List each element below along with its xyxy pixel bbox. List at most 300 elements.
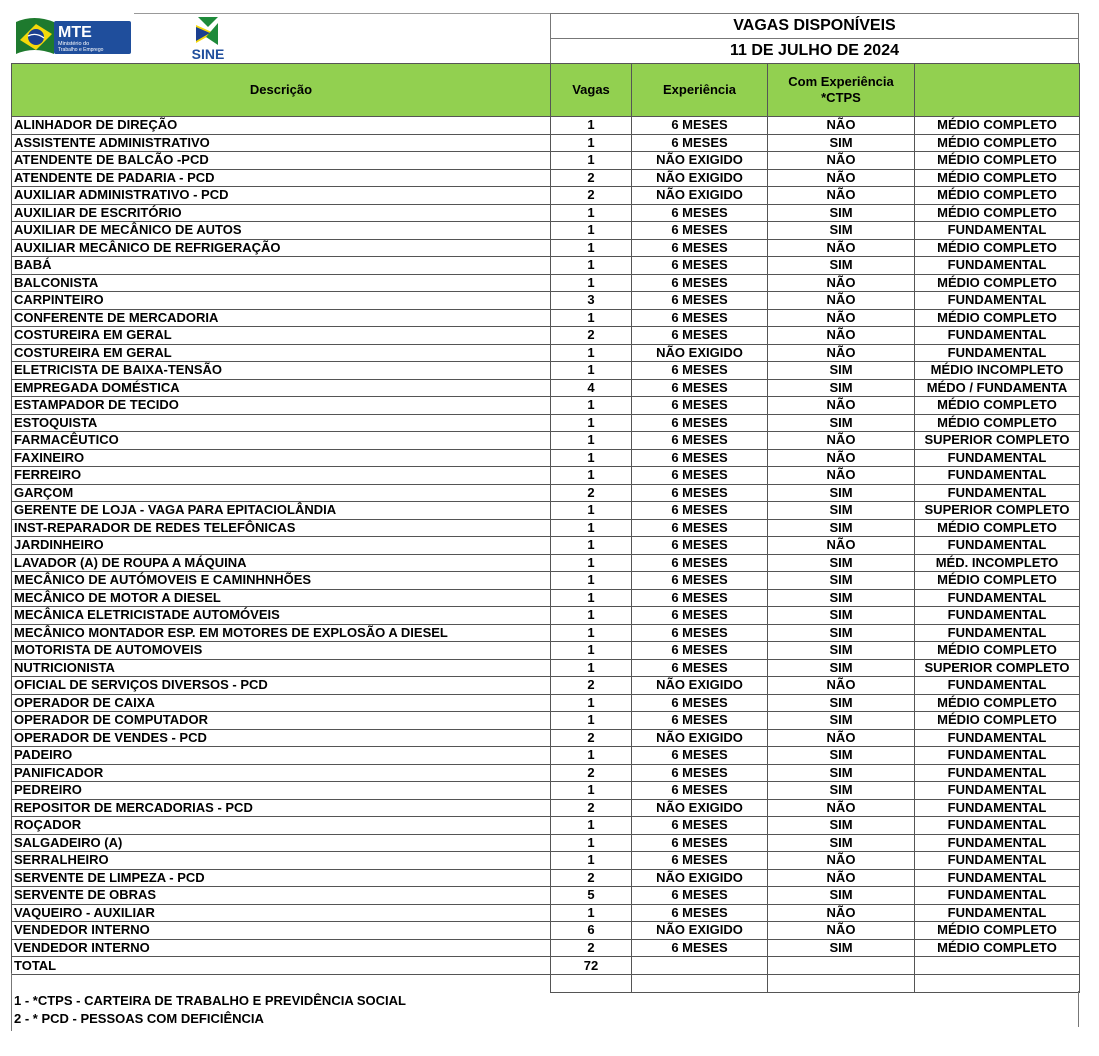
table-row xyxy=(12,467,1080,485)
cell-experiencia: NÃO EXIGIDO xyxy=(632,169,768,187)
table-row xyxy=(12,344,1080,362)
table-row xyxy=(12,134,1080,152)
cell-vagas: 1 xyxy=(551,467,632,485)
cell-descricao: ELETRICISTA DE BAIXA-TENSÃO xyxy=(12,362,551,380)
cell-descricao: JARDINHEIRO xyxy=(12,537,551,555)
cell-vagas: 1 xyxy=(551,414,632,432)
cell-escolaridade: FUNDAMENTAL xyxy=(915,887,1080,905)
cell-escolaridade: MÉDIO COMPLETO xyxy=(915,414,1080,432)
cell-vagas: 2 xyxy=(551,484,632,502)
cell-ctps: SIM xyxy=(768,764,915,782)
left-border-line xyxy=(11,973,12,1031)
table-row xyxy=(12,922,1080,940)
cell-vagas: 1 xyxy=(551,309,632,327)
cell-descricao: AUXILIAR ADMINISTRATIVO - PCD xyxy=(12,187,551,205)
cell-escolaridade: FUNDAMENTAL xyxy=(915,589,1080,607)
cell-escolaridade: MÉDIO COMPLETO xyxy=(915,397,1080,415)
cell-escolaridade: FUNDAMENTAL xyxy=(915,257,1080,275)
cell-descricao: BABÁ xyxy=(12,257,551,275)
cell-vagas: 6 xyxy=(551,922,632,940)
cell-escolaridade: FUNDAMENTAL xyxy=(915,537,1080,555)
cell-ctps: NÃO xyxy=(768,449,915,467)
cell-escolaridade: FUNDAMENTAL xyxy=(915,747,1080,765)
table-row xyxy=(12,309,1080,327)
blank-cell xyxy=(915,975,1080,993)
cell-experiencia: 6 MESES xyxy=(632,572,768,590)
cell-experiencia: 6 MESES xyxy=(632,379,768,397)
cell-vagas: 1 xyxy=(551,659,632,677)
cell-ctps: SIM xyxy=(768,817,915,835)
cell-descricao: SALGADEIRO (A) xyxy=(12,834,551,852)
cell-descricao: AUXILIAR DE ESCRITÓRIO xyxy=(12,204,551,222)
cell-ctps: SIM xyxy=(768,134,915,152)
cell-vagas: 1 xyxy=(551,817,632,835)
cell-experiencia: 6 MESES xyxy=(632,502,768,520)
cell-experiencia: 6 MESES xyxy=(632,449,768,467)
cell-escolaridade: MÉDIO COMPLETO xyxy=(915,169,1080,187)
cell-ctps: NÃO xyxy=(768,677,915,695)
cell-descricao: GARÇOM xyxy=(12,484,551,502)
table-row xyxy=(12,939,1080,957)
cell-ctps: SIM xyxy=(768,939,915,957)
cell-experiencia: NÃO EXIGIDO xyxy=(632,152,768,170)
cell-experiencia: 6 MESES xyxy=(632,327,768,345)
cell-escolaridade: MÉDIO COMPLETO xyxy=(915,642,1080,660)
footnote-pcd: 2 - * PCD - PESSOAS COM DEFICIÊNCIA xyxy=(14,1010,264,1026)
table-row xyxy=(12,729,1080,747)
blank-cell xyxy=(632,975,768,993)
cell-descricao: MECÂNICO DE AUTÓMOVEIS E CAMINHNHÕES xyxy=(12,572,551,590)
cell-vagas: 1 xyxy=(551,747,632,765)
cell-descricao: SERRALHEIRO xyxy=(12,852,551,870)
cell-vagas: 1 xyxy=(551,589,632,607)
title-box xyxy=(550,13,1079,63)
cell-ctps: NÃO xyxy=(768,904,915,922)
cell-ctps: SIM xyxy=(768,379,915,397)
column-header-descricao: Descrição xyxy=(12,64,551,117)
cell-experiencia: 6 MESES xyxy=(632,939,768,957)
cell-ctps: SIM xyxy=(768,204,915,222)
cell-descricao: SERVENTE DE LIMPEZA - PCD xyxy=(12,869,551,887)
logo-area xyxy=(11,13,550,63)
cell-vagas: 1 xyxy=(551,134,632,152)
cell-ctps: NÃO xyxy=(768,432,915,450)
cell-ctps: SIM xyxy=(768,502,915,520)
cell-vagas: 2 xyxy=(551,939,632,957)
table-row xyxy=(12,537,1080,555)
table-row xyxy=(12,152,1080,170)
cell-descricao: LAVADOR (A) DE ROUPA A MÁQUINA xyxy=(12,554,551,572)
cell-ctps: SIM xyxy=(768,659,915,677)
cell-ctps: SIM xyxy=(768,222,915,240)
cell-escolaridade: FUNDAMENTAL xyxy=(915,467,1080,485)
table-row xyxy=(12,852,1080,870)
cell-ctps: SIM xyxy=(768,642,915,660)
cell-escolaridade: FUNDAMENTAL xyxy=(915,344,1080,362)
cell-escolaridade: FUNDAMENTAL xyxy=(915,852,1080,870)
cell-ctps: NÃO xyxy=(768,327,915,345)
cell-vagas: 1 xyxy=(551,257,632,275)
cell-escolaridade: MÉDIO COMPLETO xyxy=(915,274,1080,292)
cell-vagas: 1 xyxy=(551,274,632,292)
right-border-line xyxy=(1078,991,1079,1027)
cell-descricao: COSTUREIRA EM GERAL xyxy=(12,344,551,362)
table-row xyxy=(12,414,1080,432)
cell-vagas: 2 xyxy=(551,799,632,817)
table-row xyxy=(12,222,1080,240)
cell-ctps: SIM xyxy=(768,624,915,642)
cell-escolaridade: FUNDAMENTAL xyxy=(915,817,1080,835)
table-row xyxy=(12,239,1080,257)
cell-ctps: NÃO xyxy=(768,309,915,327)
table-row xyxy=(12,782,1080,800)
cell-vagas: 1 xyxy=(551,572,632,590)
table-row xyxy=(12,117,1080,135)
cell-escolaridade: FUNDAMENTAL xyxy=(915,782,1080,800)
cell-descricao: VENDEDOR INTERNO xyxy=(12,922,551,940)
cell-experiencia: 6 MESES xyxy=(632,222,768,240)
table-row xyxy=(12,554,1080,572)
cell-descricao: PEDREIRO xyxy=(12,782,551,800)
table-row xyxy=(12,572,1080,590)
cell-escolaridade: MÉDIO COMPLETO xyxy=(915,152,1080,170)
cell-vagas: 1 xyxy=(551,432,632,450)
cell-vagas: 1 xyxy=(551,904,632,922)
cell-experiencia: 6 MESES xyxy=(632,432,768,450)
cell-descricao: BALCONISTA xyxy=(12,274,551,292)
cell-vagas: 2 xyxy=(551,869,632,887)
blank-row xyxy=(12,975,1080,993)
cell-experiencia: 6 MESES xyxy=(632,257,768,275)
cell-descricao: VENDEDOR INTERNO xyxy=(12,939,551,957)
table-row xyxy=(12,642,1080,660)
column-header-experiencia: Experiência xyxy=(632,64,768,117)
column-header-ctps-line1: Com Experiência xyxy=(788,74,894,89)
cell-descricao: INST-REPARADOR DE REDES TELEFÔNICAS xyxy=(12,519,551,537)
cell-vagas: 1 xyxy=(551,834,632,852)
cell-ctps: NÃO xyxy=(768,799,915,817)
cell-descricao: ALINHADOR DE DIREÇÃO xyxy=(12,117,551,135)
cell-escolaridade: MÉDIO COMPLETO xyxy=(915,239,1080,257)
cell-experiencia: 6 MESES xyxy=(632,134,768,152)
total-empty xyxy=(768,957,915,975)
table-row xyxy=(12,379,1080,397)
cell-experiencia: 6 MESES xyxy=(632,362,768,380)
table-row xyxy=(12,484,1080,502)
cell-escolaridade: MÉDIO COMPLETO xyxy=(915,519,1080,537)
total-row xyxy=(12,957,1080,975)
svg-text:SINE: SINE xyxy=(191,46,225,62)
cell-vagas: 1 xyxy=(551,712,632,730)
cell-ctps: SIM xyxy=(768,362,915,380)
cell-vagas: 2 xyxy=(551,729,632,747)
cell-experiencia: NÃO EXIGIDO xyxy=(632,187,768,205)
cell-descricao: ROÇADOR xyxy=(12,817,551,835)
cell-vagas: 1 xyxy=(551,624,632,642)
cell-escolaridade: FUNDAMENTAL xyxy=(915,484,1080,502)
cell-experiencia: 6 MESES xyxy=(632,397,768,415)
cell-descricao: COSTUREIRA EM GERAL xyxy=(12,327,551,345)
cell-experiencia: 6 MESES xyxy=(632,117,768,135)
cell-descricao: GERENTE DE LOJA - VAGA PARA EPITACIOLÂNDIA xyxy=(12,502,551,520)
cell-vagas: 1 xyxy=(551,782,632,800)
table-row xyxy=(12,607,1080,625)
cell-experiencia: 6 MESES xyxy=(632,852,768,870)
table-row xyxy=(12,624,1080,642)
table-body xyxy=(12,117,1080,993)
cell-escolaridade: MÉDIO COMPLETO xyxy=(915,572,1080,590)
cell-vagas: 1 xyxy=(551,117,632,135)
cell-vagas: 2 xyxy=(551,764,632,782)
svg-text:MTE: MTE xyxy=(58,24,92,41)
cell-escolaridade: FUNDAMENTAL xyxy=(915,327,1080,345)
cell-vagas: 1 xyxy=(551,239,632,257)
table-row xyxy=(12,764,1080,782)
table-row xyxy=(12,449,1080,467)
cell-experiencia: 6 MESES xyxy=(632,589,768,607)
cell-ctps: SIM xyxy=(768,782,915,800)
cell-escolaridade: FUNDAMENTAL xyxy=(915,222,1080,240)
cell-vagas: 1 xyxy=(551,204,632,222)
cell-ctps: SIM xyxy=(768,712,915,730)
cell-escolaridade: SUPERIOR COMPLETO xyxy=(915,502,1080,520)
cell-experiencia: 6 MESES xyxy=(632,309,768,327)
cell-experiencia: 6 MESES xyxy=(632,519,768,537)
cell-experiencia: 6 MESES xyxy=(632,204,768,222)
table-row xyxy=(12,799,1080,817)
table-row xyxy=(12,502,1080,520)
cell-experiencia: 6 MESES xyxy=(632,817,768,835)
cell-experiencia: 6 MESES xyxy=(632,782,768,800)
cell-escolaridade: MÉDO / FUNDAMENTA xyxy=(915,379,1080,397)
cell-escolaridade: MÉDIO COMPLETO xyxy=(915,309,1080,327)
cell-escolaridade: MÉDIO COMPLETO xyxy=(915,939,1080,957)
page-title: VAGAS DISPONÍVEIS xyxy=(551,14,1078,39)
cell-ctps: NÃO xyxy=(768,869,915,887)
cell-ctps: SIM xyxy=(768,414,915,432)
footnote-ctps: 1 - *CTPS - CARTEIRA DE TRABALHO E PREVIDÊNCIA SOCIAL xyxy=(14,993,406,1008)
cell-escolaridade: FUNDAMENTAL xyxy=(915,799,1080,817)
cell-experiencia: 6 MESES xyxy=(632,467,768,485)
cell-experiencia: NÃO EXIGIDO xyxy=(632,677,768,695)
cell-ctps: SIM xyxy=(768,834,915,852)
table-row xyxy=(12,887,1080,905)
cell-ctps: NÃO xyxy=(768,292,915,310)
top-border-line xyxy=(134,13,550,14)
cell-ctps: SIM xyxy=(768,694,915,712)
cell-escolaridade: FUNDAMENTAL xyxy=(915,869,1080,887)
cell-experiencia: 6 MESES xyxy=(632,659,768,677)
cell-descricao: PANIFICADOR xyxy=(12,764,551,782)
cell-vagas: 1 xyxy=(551,852,632,870)
cell-descricao: REPOSITOR DE MERCADORIAS - PCD xyxy=(12,799,551,817)
cell-ctps: NÃO xyxy=(768,852,915,870)
cell-ctps: NÃO xyxy=(768,152,915,170)
cell-escolaridade: SUPERIOR COMPLETO xyxy=(915,659,1080,677)
cell-experiencia: 6 MESES xyxy=(632,414,768,432)
cell-descricao: FAXINEIRO xyxy=(12,449,551,467)
cell-descricao: OPERADOR DE COMPUTADOR xyxy=(12,712,551,730)
cell-vagas: 1 xyxy=(551,449,632,467)
cell-escolaridade: FUNDAMENTAL xyxy=(915,449,1080,467)
cell-ctps: NÃO xyxy=(768,239,915,257)
cell-ctps: SIM xyxy=(768,887,915,905)
footnotes xyxy=(14,992,406,1027)
cell-vagas: 1 xyxy=(551,344,632,362)
cell-vagas: 1 xyxy=(551,607,632,625)
table-row xyxy=(12,712,1080,730)
page-date: 11 DE JULHO DE 2024 xyxy=(730,42,899,59)
cell-vagas: 2 xyxy=(551,169,632,187)
cell-ctps: SIM xyxy=(768,572,915,590)
cell-escolaridade: FUNDAMENTAL xyxy=(915,624,1080,642)
table-header-row xyxy=(12,64,1080,117)
cell-escolaridade: MÉDIO COMPLETO xyxy=(915,134,1080,152)
table-row xyxy=(12,589,1080,607)
svg-text:Ministério do: Ministério do xyxy=(58,41,90,47)
cell-ctps: NÃO xyxy=(768,344,915,362)
cell-ctps: NÃO xyxy=(768,467,915,485)
cell-vagas: 2 xyxy=(551,187,632,205)
cell-descricao: MECÂNICO MONTADOR ESP. EM MOTORES DE EXPLOSÃO A DIESEL xyxy=(12,624,551,642)
cell-escolaridade: FUNDAMENTAL xyxy=(915,834,1080,852)
cell-escolaridade: FUNDAMENTAL xyxy=(915,729,1080,747)
cell-ctps: NÃO xyxy=(768,922,915,940)
cell-descricao: PADEIRO xyxy=(12,747,551,765)
cell-vagas: 1 xyxy=(551,502,632,520)
cell-escolaridade: MÉDIO COMPLETO xyxy=(915,204,1080,222)
cell-experiencia: 6 MESES xyxy=(632,747,768,765)
cell-descricao: ASSISTENTE ADMINISTRATIVO xyxy=(12,134,551,152)
cell-experiencia: 6 MESES xyxy=(632,537,768,555)
cell-escolaridade: SUPERIOR COMPLETO xyxy=(915,432,1080,450)
cell-experiencia: 6 MESES xyxy=(632,764,768,782)
cell-experiencia: 6 MESES xyxy=(632,887,768,905)
total-value: 72 xyxy=(551,957,632,975)
cell-escolaridade: FUNDAMENTAL xyxy=(915,764,1080,782)
cell-vagas: 1 xyxy=(551,554,632,572)
table-row xyxy=(12,274,1080,292)
table-row xyxy=(12,519,1080,537)
column-header-escolaridade xyxy=(915,64,1080,117)
cell-ctps: SIM xyxy=(768,257,915,275)
table-row xyxy=(12,362,1080,380)
blank-cell xyxy=(551,975,632,993)
table-row xyxy=(12,904,1080,922)
table-row xyxy=(12,187,1080,205)
table-row xyxy=(12,292,1080,310)
cell-escolaridade: MÉDIO COMPLETO xyxy=(915,117,1080,135)
cell-escolaridade: MÉDIO COMPLETO xyxy=(915,187,1080,205)
cell-descricao: NUTRICIONISTA xyxy=(12,659,551,677)
table-row xyxy=(12,169,1080,187)
svg-text:Trabalho e Emprego: Trabalho e Emprego xyxy=(58,47,104,53)
cell-vagas: 3 xyxy=(551,292,632,310)
cell-ctps: SIM xyxy=(768,484,915,502)
total-empty xyxy=(632,957,768,975)
cell-experiencia: 6 MESES xyxy=(632,834,768,852)
cell-experiencia: NÃO EXIGIDO xyxy=(632,344,768,362)
cell-ctps: NÃO xyxy=(768,117,915,135)
table-row xyxy=(12,397,1080,415)
table-row xyxy=(12,204,1080,222)
column-header-ctps xyxy=(768,64,915,117)
cell-ctps: NÃO xyxy=(768,169,915,187)
cell-escolaridade: MÉDIO COMPLETO xyxy=(915,922,1080,940)
cell-descricao: EMPREGADA DOMÉSTICA xyxy=(12,379,551,397)
sine-logo-icon xyxy=(184,15,232,63)
table-row xyxy=(12,869,1080,887)
cell-vagas: 2 xyxy=(551,327,632,345)
cell-descricao: OPERADOR DE CAIXA xyxy=(12,694,551,712)
column-header-ctps-line2: *CTPS xyxy=(821,90,861,105)
cell-descricao: MOTORISTA DE AUTOMOVEIS xyxy=(12,642,551,660)
cell-ctps: NÃO xyxy=(768,537,915,555)
blank-cell xyxy=(768,975,915,993)
cell-escolaridade: MÉDIO COMPLETO xyxy=(915,712,1080,730)
cell-descricao: CONFERENTE DE MERCADORIA xyxy=(12,309,551,327)
cell-vagas: 4 xyxy=(551,379,632,397)
total-empty xyxy=(915,957,1080,975)
cell-escolaridade: FUNDAMENTAL xyxy=(915,292,1080,310)
table-row xyxy=(12,747,1080,765)
cell-vagas: 1 xyxy=(551,152,632,170)
cell-ctps: NÃO xyxy=(768,187,915,205)
cell-experiencia: 6 MESES xyxy=(632,554,768,572)
cell-experiencia: 6 MESES xyxy=(632,292,768,310)
cell-descricao: VAQUEIRO - AUXILIAR xyxy=(12,904,551,922)
cell-vagas: 2 xyxy=(551,677,632,695)
cell-vagas: 1 xyxy=(551,222,632,240)
cell-experiencia: NÃO EXIGIDO xyxy=(632,799,768,817)
table-row xyxy=(12,659,1080,677)
mte-logo-icon xyxy=(14,16,132,58)
cell-descricao: SERVENTE DE OBRAS xyxy=(12,887,551,905)
column-header-vagas: Vagas xyxy=(551,64,632,117)
cell-descricao: OPERADOR DE VENDES - PCD xyxy=(12,729,551,747)
cell-ctps: NÃO xyxy=(768,397,915,415)
cell-ctps: SIM xyxy=(768,747,915,765)
cell-experiencia: NÃO EXIGIDO xyxy=(632,922,768,940)
cell-experiencia: NÃO EXIGIDO xyxy=(632,869,768,887)
cell-ctps: SIM xyxy=(768,519,915,537)
total-label: TOTAL xyxy=(12,957,551,975)
cell-descricao: AUXILIAR DE MECÂNICO DE AUTOS xyxy=(12,222,551,240)
table-row xyxy=(12,432,1080,450)
cell-descricao: ATENDENTE DE PADARIA - PCD xyxy=(12,169,551,187)
cell-vagas: 1 xyxy=(551,694,632,712)
table-row xyxy=(12,817,1080,835)
cell-descricao: MECÂNICO DE MOTOR A DIESEL xyxy=(12,589,551,607)
cell-escolaridade: FUNDAMENTAL xyxy=(915,677,1080,695)
cell-experiencia: 6 MESES xyxy=(632,484,768,502)
cell-vagas: 1 xyxy=(551,642,632,660)
cell-experiencia: 6 MESES xyxy=(632,239,768,257)
cell-experiencia: 6 MESES xyxy=(632,712,768,730)
cell-descricao: OFICIAL DE SERVIÇOS DIVERSOS - PCD xyxy=(12,677,551,695)
cell-experiencia: 6 MESES xyxy=(632,607,768,625)
cell-ctps: SIM xyxy=(768,589,915,607)
cell-escolaridade: FUNDAMENTAL xyxy=(915,607,1080,625)
cell-vagas: 1 xyxy=(551,519,632,537)
cell-ctps: SIM xyxy=(768,554,915,572)
cell-descricao: ATENDENTE DE BALCÃO -PCD xyxy=(12,152,551,170)
cell-ctps: NÃO xyxy=(768,274,915,292)
cell-ctps: NÃO xyxy=(768,729,915,747)
cell-experiencia: 6 MESES xyxy=(632,694,768,712)
blank-cell xyxy=(12,975,551,993)
cell-experiencia: NÃO EXIGIDO xyxy=(632,729,768,747)
